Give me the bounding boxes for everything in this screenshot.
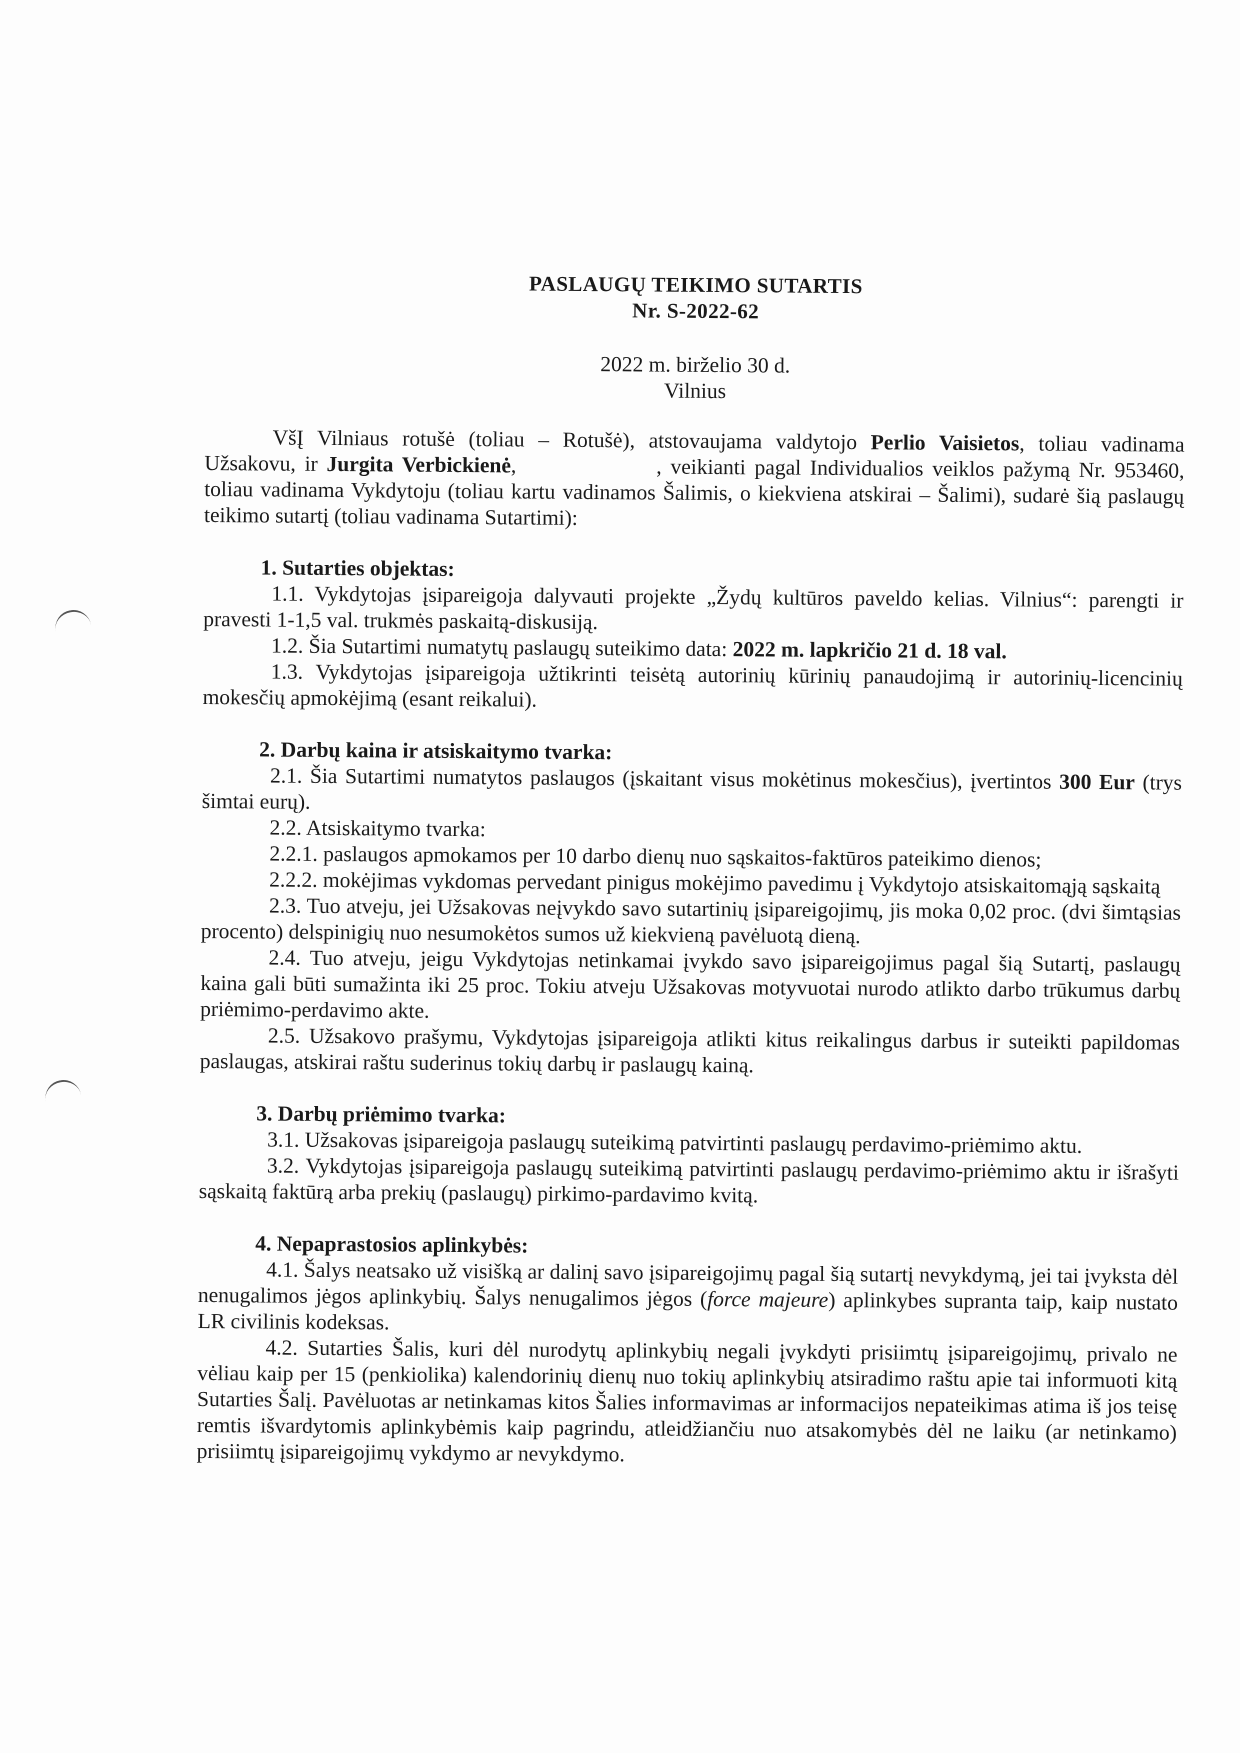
clause-text: 1.2. Šia Sutartimi numatytų paslaugų suteikimo data: xyxy=(270,633,733,662)
clause-text: (trys šimtai eurų). xyxy=(201,770,1183,814)
clause-2-5: 2.5. Užsakovo prašymu, Vykdytojas įsipareigoja atlikti kitus reikalingus darbus ir suteikti papildomas paslaugas, atskirai raštu suderinus tokių darbų ir paslaugų kainą. xyxy=(199,1023,1181,1078)
intro-paragraph xyxy=(204,424,1185,536)
section-1 xyxy=(203,554,1184,718)
clause-4-1 xyxy=(198,1256,1179,1342)
section-3 xyxy=(199,1100,1180,1212)
intro-text: , veikianti pagal Individualios veiklos pažymą Nr. 953460, toliau vadinama Vykdytoju (toliau kartu vadinamos Šalimis, o kiekviena atskirai – Šalimi), sudarė šią paslaugų teikimo sutartį (toliau vadinama Sutartimi): xyxy=(203,454,1185,530)
contractor-name: Jurgita Verbickienė xyxy=(326,451,512,478)
clause-1-3: 1.3. Vykdytojas įsipareigoja užtikrinti teisėtą autorinių kūrinių panaudojimą ir autorinių-licencinių mokesčių apmokėjimą (esant reikalui). xyxy=(202,659,1183,712)
contract-city: Vilnius xyxy=(663,378,727,404)
service-date: 2022 m. lapkričio 21 d. 18 val. xyxy=(732,637,1007,664)
punch-hole-mark xyxy=(42,1077,83,1115)
section-title: 2. Darbų kaina ir atsiskaitymo tvarka: xyxy=(259,737,613,765)
document-title xyxy=(206,268,1186,328)
clause-4-2: 4.2. Sutarties Šalis, kuri dėl nurodytų aplinkybių negali įvykdyti prisiimtų įsipareigojimų, privalo ne vėliau kaip per 15 (penkiolika) kalendorinių dienų nuo tokių aplinkybių atsiradimo raštu apie tai informuoti kitą Sutarties Šalį. Pavėluotas ar netinkamas kitos Šalies informavimas ar informacijos nepateikimas atima iš jos teisę remtis išvardytomis aplinkybėmis kaip pagrindu, atleidžiančiu nuo atsakomybės dėl ne laiku (ar netinkamo) prisiimtų įsipareigojimų vykdymo ar nevykdymo. xyxy=(196,1335,1178,1467)
section-title: 1. Sutarties objektas: xyxy=(260,555,455,581)
intro-text: , xyxy=(510,453,517,478)
date-place xyxy=(205,348,1185,408)
price-amount: 300 Eur xyxy=(1059,769,1135,795)
title-line: PASLAUGŲ TEIKIMO SUTARTIS xyxy=(528,271,863,299)
clause-2-2-1: 2.2.1. paslaugos apmokamos per 10 darbo dienų nuo sąskaitos-faktūros pateikimo dienos; xyxy=(269,841,1042,872)
section-title: 3. Darbų priėmimo tvarka: xyxy=(256,1101,507,1128)
contract-date: 2022 m. birželio 30 d. xyxy=(600,352,791,378)
clause-text: ) aplinkybes supranta taip, kaip nustato LR civilinis kodeksas. xyxy=(197,1287,1178,1335)
contract-number: Nr. S-2022-62 xyxy=(632,298,760,324)
clause-2-1 xyxy=(202,762,1182,822)
redacted-blank xyxy=(516,472,656,473)
intro-text: VšĮ Vilniaus rotušė (toliau – Rotušė), atstovaujama valdytojo xyxy=(272,425,871,455)
clause-2-2-2: 2.2.2. mokėjimas vykdomas pervedant pinigus mokėjimo pavedimu į Vykdytojo atsiskaitomąją sąskaitą xyxy=(269,867,1161,899)
manager-name: Perlio Vaisietos xyxy=(870,430,1020,456)
force-majeure-term: force majeure xyxy=(707,1286,829,1312)
section-title: 4. Nepaprastosios aplinkybės: xyxy=(255,1231,529,1258)
clause-3-1: 3.1. Užsakovas įsipareigoja paslaugų suteikimą patvirtinti paslaugų perdavimo-priėmimo aktu. xyxy=(267,1127,1083,1158)
clause-1-1: 1.1. Vykdytojas įsipareigoja dalyvauti projekte „Žydų kultūros paveldo kelias. Vilnius“: parengti ir pravesti 1-1,5 val. trukmės paskaitą-diskusiją. xyxy=(203,581,1184,635)
document-body xyxy=(197,268,1186,1472)
clause-2-3: 2.3. Tuo atveju, jei Užsakovas neįvykdo savo sutartinių įsipareigojimų, jis moka 0,02 proc. (dvi šimtąsias procento) delspinigių nuo nesumokėtos sumos už kiekvieną pavėluotą dieną. xyxy=(200,893,1182,949)
clause-3-2: 3.2. Vykdytojas įsipareigoja paslaugų suteikimą patvirtinti paslaugų perdavimo-priėmimo aktu ir išrašyti sąskaitą faktūrą arba prekių (paslaugų) pirkimo-pardavimo kvitą. xyxy=(198,1153,1180,1208)
clause-2-4: 2.4. Tuo atveju, jeigu Vykdytojas netinkamai įvykdo savo įsipareigojimus pagal šią Sutartį, paslaugų kaina gali būti sumažinta iki 25 proc. Tokiu atveju Užsakovas motyvuotai nurodo atlikto darbo trūkumus darbų priėmimo-perdavimo akte. xyxy=(200,945,1181,1023)
section-2 xyxy=(200,736,1183,1082)
punch-hole-mark xyxy=(52,607,93,645)
intro-text: , toliau vadinama Užsakovu, ir xyxy=(204,431,1185,476)
clause-2-2: 2.2. Atsiskaitymo tvarka: xyxy=(269,815,486,842)
clause-text: 4.1. Šalys neatsako už visišką ar dalinį savo įsipareigojimų pagal šią sutartį nevykdymą, jei tai įvyksta dėl nenugalimos jėgos aplinkybių. Šalys nenugalimos jėgos ( xyxy=(197,1257,1179,1311)
clause-text: 2.1. Šia Sutartimi numatytos paslaugos (įskaitant visus mokėtinus mokesčius), įvertintos xyxy=(269,763,1060,794)
section-4 xyxy=(197,1230,1179,1472)
